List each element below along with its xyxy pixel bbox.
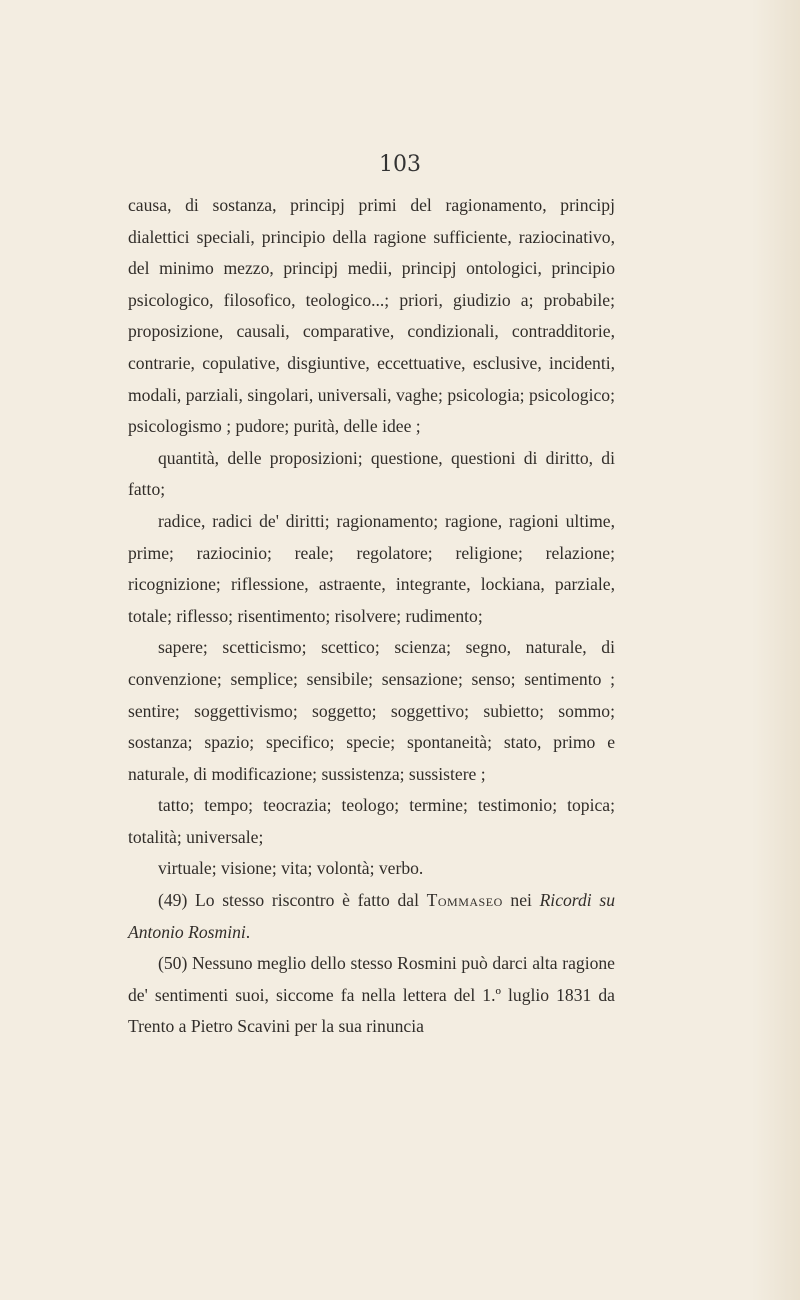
footnote-50 [128,948,615,1043]
footnote-49-text-a: Lo stesso riscontro è fatto dal [187,890,427,911]
footnote-49-end: . [245,921,251,942]
footnote-50-text: Nessuno meglio dello stesso Rosmini può darci alta ragione de' sentimenti suoi, siccome fa nella lettera del 1.º luglio 1831 da Trento a Pietro Scavini per la sua rinuncia [128,953,615,1037]
paragraph-t-u: tatto; tempo; teocrazia; teologo; termine; testimonio; topica; totalità; universale; [128,795,615,847]
page-number: 103 [379,152,421,177]
paragraph-s: sapere; scetticismo; scettico; scienza; segno, naturale, di convenzione; semplice; sensibile; sensazione; senso; sentimento ; sentire; soggettivismo; soggetto; soggettivo; subietto; sommo; sostanza; spazio; specifico; specie; spontaneità; stato, primo e naturale, di modificazione; sussistenza; sussistere ; [128,637,615,784]
paragraph-v: virtuale; visione; vita; volontà; verbo. [158,858,424,879]
footnote-49 [128,885,615,948]
footnote-50-number: (50) [158,953,188,974]
footnote-49-title: Ricordi su Antonio Rosmini [128,890,615,942]
body-text [128,190,615,1043]
paragraph-c-p: causa, di sostanza, principj primi del ragionamento, principj dialettici speciali, principio della ragione sufficiente, raziocinativo, del minimo mezzo, principj medii, principj ontologici, principio psicologico, filosofico, teologico...; priori, giudizio a; probabile; proposizione, causali, comparative, condizionali, contradditorie, contrarie, copulative, disgiuntive, eccettuative, esclusive, incidenti, modali, parziali, singolari, universali, vaghe; psicologia; psicologico; psicologismo ; pudore; purità, delle idee ; [128,195,615,437]
footnote-49-text-b: nei [502,890,540,911]
footnote-49-author: Tommaseo [426,890,503,911]
footnote-49-number: (49) [158,890,188,911]
paragraph-r: radice, radici de' diritti; ragionamento; ragione, ragioni ultime, prime; raziocinio; reale; regolatore; religione; relazione; ricognizione; riflessione, astraente, integrante, lockiana, parziale, totale; riflesso; risentimento; risolvere; rudimento; [128,510,615,626]
paragraph-q: quantità, delle proposizioni; questione, questioni di diritto, di fatto; [128,447,615,500]
